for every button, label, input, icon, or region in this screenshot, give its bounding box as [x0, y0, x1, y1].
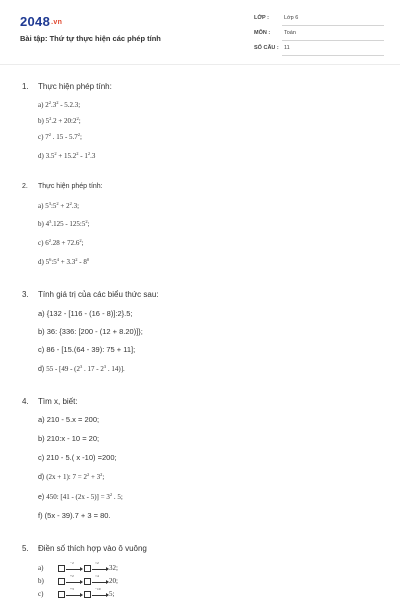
meta-underline: [282, 25, 384, 26]
exercise-1a: a) $2^2.3^2 - 5.2.3$;: [38, 100, 81, 109]
meta-value: Toán: [284, 30, 296, 36]
question-title: 5. Điền số thích hợp vào ô vuông: [22, 544, 147, 553]
question-title: 4. Tìm x, biết:: [22, 397, 78, 406]
answer-box[interactable]: [58, 565, 65, 572]
answer-box[interactable]: [84, 565, 91, 572]
meta-underline: [282, 55, 384, 56]
arrow-label: +3: [70, 587, 74, 591]
arrow: [66, 582, 81, 583]
exercise-1c: c) $7^2$ . $15 - 5.7^2$;: [38, 132, 82, 141]
arrow-label: ×4: [95, 574, 99, 578]
exercise-4e: e) 450: $[41 - (2x - 5)] = 3^2$ . 5;: [38, 492, 123, 501]
exercise-3c: c) 86 - [15.(64 - 39): 75 + 11];: [38, 345, 136, 354]
meta-subject: [254, 29, 384, 41]
meta-label: SỐ CÂU :: [254, 45, 279, 51]
meta-label: LỚP :: [254, 15, 269, 21]
arrow-label: −10: [95, 587, 101, 591]
meta-underline: [282, 40, 384, 41]
exercise-4b: b) 210:x - 10 = 20;: [38, 434, 100, 443]
meta-class: [254, 14, 384, 26]
question-title: 2. Thực hiện phép tính:: [22, 183, 103, 190]
page-header: [0, 0, 400, 64]
exercise-2d: d) $5^6:5^4 + 3.3^2 - 8^0$: [38, 257, 90, 266]
exercise-2c: c) $6^2.28 + 72.6^2$;: [38, 238, 84, 247]
chain-result: 32;: [109, 564, 118, 572]
question-title: 3. Tính giá trị của các biểu thức sau:: [22, 290, 159, 299]
row-label: a): [38, 564, 44, 572]
meta-value: 11: [284, 45, 290, 51]
arrow: [92, 582, 107, 583]
arrow: [66, 595, 81, 596]
exercise-4f: f) (5x - 39).7 + 3 = 80.: [38, 511, 111, 520]
meta-question-count: [254, 44, 384, 56]
answer-box[interactable]: [58, 591, 65, 598]
exercise-1d: d) $3.5^2 + 15.2^2 - 1^2.3$: [38, 151, 96, 160]
arrow-label: ×2: [95, 561, 99, 565]
arrow-label: +2: [70, 574, 74, 578]
header-divider: [0, 64, 400, 65]
exercise-4c: c) 210 - 5.( x -10) =200;: [38, 453, 117, 462]
meta-label: MÔN :: [254, 30, 271, 36]
exercise-3b: b) 36: {336: [200 - (12 + 8.20)]};: [38, 327, 143, 336]
row-label: b): [38, 577, 44, 585]
site-logo[interactable]: [20, 14, 62, 29]
exercise-4a: a) 210 - 5.x = 200;: [38, 415, 100, 424]
arrow: [66, 569, 81, 570]
arrow: [92, 569, 107, 570]
logo-text: 2048: [20, 14, 51, 29]
answer-box[interactable]: [84, 591, 91, 598]
chain-result: 5;: [109, 590, 115, 598]
arrow: [92, 595, 107, 596]
exercise-4d: d) (2x + 1): $7 = 2^2 + 3^2$;: [38, 472, 105, 481]
exercise-3a: a) {132 - [116 - (16 - 8)]:2}.5;: [38, 309, 133, 318]
row-label: c): [38, 590, 44, 598]
logo-suffix: .vn: [51, 19, 63, 27]
answer-box[interactable]: [84, 578, 91, 585]
exercise-1b: b) $5^2.2$ + $20:2^2$;: [38, 116, 81, 125]
chain-result: 20;: [109, 577, 118, 585]
meta-value: Lớp 6: [284, 15, 299, 21]
exercise-3d: d) $55 - [49 - (2^3$ . $17 - 2^3$ . 14)].: [38, 364, 125, 373]
answer-box[interactable]: [58, 578, 65, 585]
worksheet-title: Bài tập: Thứ tự thực hiện các phép tính: [20, 34, 161, 43]
question-title: 1. Thực hiện phép tính:: [22, 82, 112, 91]
arrow-label: −2: [70, 561, 74, 565]
exercise-2b: b) $4^3.125$ - $125:5^2$;: [38, 219, 90, 228]
exercise-2a: a) $5^3:5^2 + 2^2.3$;: [38, 201, 80, 210]
